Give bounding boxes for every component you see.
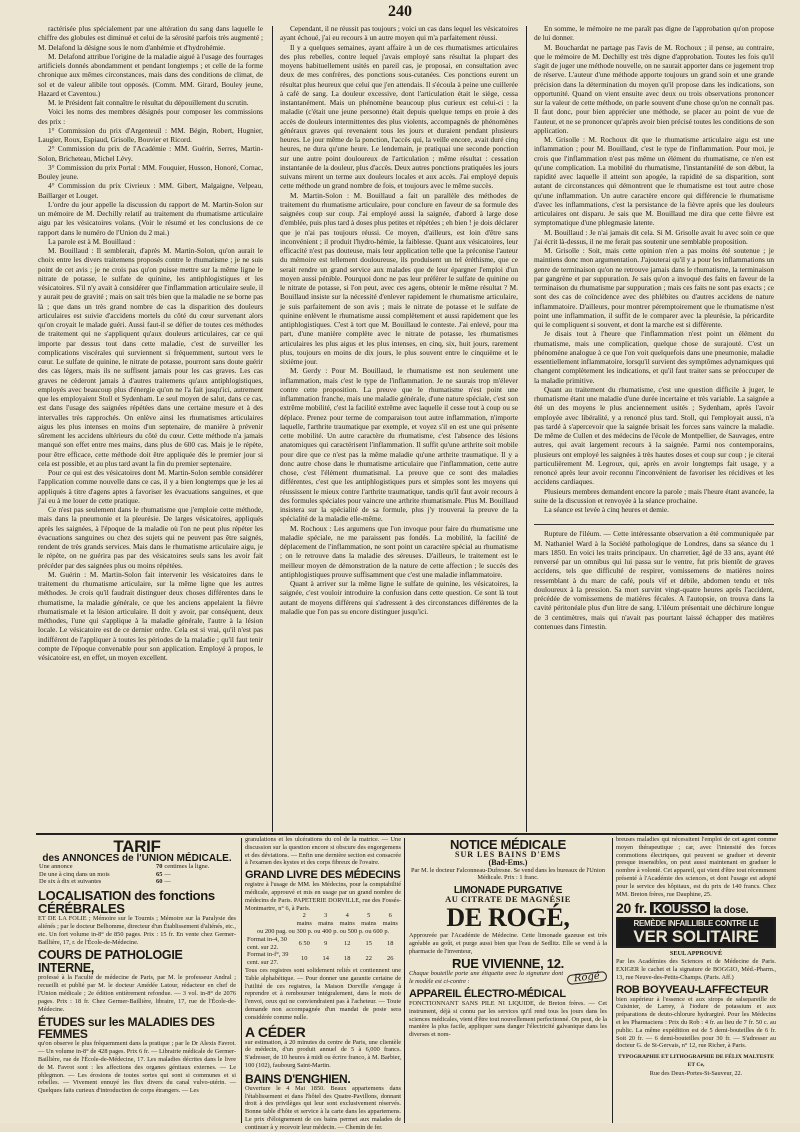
paragraph: M. Gerdy : Pour M. Bouillaud, le rhumatisme est non seulement une inflammation, mais c'est le type de l'inflammation. Je ne saurais trop m'élever contre cette proposition. La preuve que le rhumatisme n'est point une inflammation franche, mais une maladie générale, d'une nature spéciale, c'est son extrême mobilité, c'est la facilité extrême avec laquelle il cesse tout à coup ou se déplace. Prenez pour terme de comparaison tout autre inflammation, n'importe laquelle, l'arthrite traumatique par exemple, et voyez s'il en est une qui présente cette mobilité. Un autre caractère du rhumatisme, c'est l'absence des lésions anatomiques qui caractérisent l'inflammation. Il suffit qu'une arthrite soit mobile pour dire que ce n'est pas la même maladie qu'une arthrite traumatique. Il y a donc autre chose dans le rhumatisme articulaire que l'inflammation, cette autre chose, c'est l'élément rhumatismal. La preuve que ce sont des maladies différentes, c'est que les antiphlogistiques purs et simples sont les moyens qui réussissent le mieux contre l'arthrite traumatique, tandis qu'il faut avoir recours à des formules spéciales pour vaincre une arthrite rhumatismale. Plus M. Bouillaud insistera sur la spécialité de sa formule, plus j'y trouverai la preuve de la spécialité de la maladie elle-même.: [280, 366, 518, 524]
notice-subtitle: SUR LES BAINS D'EMS: [455, 850, 561, 859]
ads-top-rule: [36, 833, 778, 835]
kousso-dose: la dose.: [713, 905, 749, 917]
paragraph: Plusieurs membres demandent encore la parole ; mais l'heure étant avancée, la suite de la discussion et renvoyée à la séance prochaine.: [534, 486, 774, 505]
registre-text: registre à l'usage de MM. les Médecins, pour la comptabilité médicale, approuvé et mis en usage par un grand nombre de médecins de Paris. PAPETERIE DORVILLE, rue des Fossés-Montmartre, n° 6, à Paris.: [245, 881, 401, 912]
paragraph: Pour ce qui est des vésicatoires dont M. Martin-Solon semble considérer l'application comme nouvelle dans ce cas, il y a bien longtemps que je les ai appliqués à titre d'agens aptes à favoriser les évacuations sanguines, et que j'ai eu à me louer de cette pratique.: [38, 468, 263, 505]
paragraph: M. Guérin : M. Martin-Solon fait intervenir les vésicatoires dans le traitement du rhumatisme articulaire, sur la même ligne que les autres méthodes. Je crois qu'il faudrait distinguer deux choses différentes dans le rhumatisme, la maladie générale, ce que les anciens appelaient la fièvre rhumatismale et la lésion articulaire. Il doit y avoir, par conséquent, deux méthodes, l'une qui s'applique à la maladie générale, l'autre à la lésion locale. Le vésicatoire est de ce dernier ordre. Cela est si vrai, qu'il n'est pas indifférent de l'appliquer à toutes les périodes de la maladie ; qu'il faut tenir compte de l'époque convenable pour son application. Employé à propos, le vésicatoire est, en effet, un moyen excellent.: [38, 569, 263, 662]
registre-price-cell: 18: [344, 955, 351, 963]
tarif-table: [38, 863, 236, 886]
paragraph: Je disais tout à l'heure que l'inflammation n'est point un élément du rhumatisme, mais une complication, quelque chose de surajouté. C'est un phénomène analogue à ce que l'on voit quelquefois dans une pneumonie, maladie essentiellement inflammatoire, lorsqu'il survient des symptômes adynamiques qui changent complètement les indications, et qu'il faut traiter sans se préoccuper de la maladie primitive.: [534, 329, 774, 385]
localisation-title: LOCALISATION des fonctions CÉRÉBRALES: [38, 888, 215, 917]
ads-column-4: [616, 836, 776, 1123]
rue-vivienne-title: RUE VIVIENNE, 12.: [452, 956, 564, 972]
bains-text: Ouverture le 4 Mai 1850. Beaux appartemens dans l'établissement et dans l'hôtel des Quatre-Pavillons, donnant droit à des privilèges qui leur sont exclusivement réservés. Bonne table d'hôte et service à la carte dans les appartemens. Le prix d'éloignement de ces bains permet aux malades de continuer à y recevoir leur médecin. — Chemin de fer.: [245, 1084, 401, 1131]
etudes-text: qu'on observe le plus fréquemment dans la pratique ; par le Dr Alexis Favrot. — Un volume in-8° de 428 pages. Prix 6 fr. — Librairie médicale de Germer-Baillière, rue de l'École-de-Médecine, 17. Les maladies décrites dans le livre de M. Favrot sont : les affections des organes génitaux externes. — Le phlegmon. — Les érosions de toutes sortes qui sont si communes et si rebelles. — Vivement ennuyé les flux divers du canal vulvo-utérin. — Quelques faits curieux d'introduction de corps étrangers. — Les: [38, 1040, 236, 1095]
kousso-price: 20 fr.: [616, 900, 647, 917]
bains-title: BAINS D'ENGHIEN.: [245, 1071, 351, 1086]
column-3: [534, 24, 774, 832]
signature-note: Chaque bouteille porte une étiquette avec la signature dont le modèle est ci-contre :: [409, 970, 564, 986]
tarif-price: 65: [156, 870, 163, 878]
roge-title: DE ROGÉ,: [446, 902, 570, 932]
ads-column-3: [409, 836, 607, 1123]
ads-divider: [241, 838, 242, 1123]
localisation-text: ET DE LA FOLIE ; Mémoire sur le Tournis ; Mémoire sur la Paralysie des aliénés ; par le docteur Belhomme, directeur d'un Établissement d'aliénés, etc., etc. Un fort volume in-8° de 850 pages. Prix : 15 fr. En vente chez Germer-Baillière, 17, r. de l'École-de-Médecine.: [38, 915, 236, 946]
registre-format-label: Format in-4, 30 cent. sur 22.: [247, 935, 287, 951]
paragraph: Voici les noms des membres désignés pour composer les commissions des prix :: [38, 107, 263, 126]
paragraph: M. Delafond attribue l'origine de la maladie aigué à l'usage des fourrages artificiels donnés abondamment et pendant longtemps ; et celle de la forme chronique aux mêmes circonstances, mais dans des conditions de climat, de sol et de valeur alibile tout opposés. (Comm. MM. Girard, Bouley jeune, Hazard et Caventou.): [38, 51, 263, 98]
registre-price-cell: 12: [344, 939, 351, 947]
registre-format-label: Format in-f°, 39 cent. sur 27.: [247, 951, 289, 967]
paragraph: 4° Commission du prix Civrieux : MM. Gibert, Malgaigne, Velpeau, Baillarger et Louget.: [38, 181, 263, 200]
registre-price-grid: [245, 912, 401, 967]
paragraph: Cependant, il ne réussit pas toujours ; voici un cas dans lequel les vésicatoires ayant échoué, j'ai eu recours à un autre moyen qui m'a parfaitement réussi.: [280, 24, 518, 43]
registre-price-cell: 6 50: [298, 939, 310, 947]
roge-text: Approuvée par l'Académie de Médecine. Cette limonade gazeuse est très agréable au goût, et purge aussi bien que l'eau de Sedlitz. Elle se vend à la pharmacie de l'inventeur,: [409, 931, 607, 955]
registre-grid-pages: ou 200 pag. ou 300 p. ou 400 p. ou 500 p. ou 600 p.: [256, 927, 390, 935]
ceder-title: A CÉDER: [245, 1023, 306, 1040]
column-2: [280, 24, 518, 832]
registre-grid-header: 5 mains: [361, 912, 377, 928]
paragraph: ractérisée plus spécialement par une altération du sang dans laquelle le chiffre des globules est diminué et celui de la sérosité parfois très augmenté ; M. Delafond la désigne sous le nom d'anhémie et d'hydrohémie.: [38, 24, 263, 52]
imprint-title: TYPOGRAPHIE ET LITHOGRAPHIE DE FÉLIX MALTESTE ET Ce,: [618, 1054, 774, 1068]
notice-title: NOTICE MÉDICALE: [449, 837, 567, 852]
registre-price-cell: 9: [324, 939, 328, 947]
paragraph: M. Bouillaud : Je n'ai jamais dit cela. Si M. Grisolle avait lu avec soin ce que j'ai écrit là-dessus, il ne me ferait pas soutenir une semblable proposition.: [534, 227, 774, 246]
paragraph: L'ordre du jour appelle la discussion du rapport de M. Martin-Solon sur un mémoire de M. Dechilly relatif au traitement du rhumatisme articulaire aigu par les vésicatoires volans. (Voir le résumé et les conclusions de ce rapport dans le numéro de l'Union du 2 mai.): [38, 199, 263, 237]
ads-column-2: [245, 836, 401, 1131]
paragraph: La parole est à M. Bouillaud :: [48, 236, 136, 246]
cours-title: COURS DE PATHOLOGIE INTERNE,: [38, 948, 183, 975]
tarif-label: De une à cinq dans un mois: [39, 870, 110, 878]
tarif-unit: —: [164, 870, 171, 878]
rob-title: ROB BOYVEAU-LAFFECTEUR: [616, 983, 769, 996]
cours-text: professé à la Faculté de médecine de Paris, par M. le professeur Andral ; recueilli et publié par M. le docteur Amédée Latour, rédacteur en chef de l'Union médicale ; 2e édition entièrement refondue. — 3 vol. in-8° de 2076 pages. Prix : 18 fr. Chez Germer-Baillière, libraire, 17, rue de l'École-de-Médecine.: [38, 974, 236, 1013]
appareil-title: APPAREIL ÉLECTRO-MÉDICAL: [409, 987, 566, 1000]
limonade-title: LIMONADE PURGATIVE: [453, 885, 563, 897]
registre-grid-header: 2 mains: [296, 912, 312, 928]
kousso-title: KOUSSO: [650, 902, 711, 915]
paragraph: En somme, le mémoire ne me paraît pas digne de l'approbation qu'on propose de lui donner.: [534, 24, 774, 43]
ver-solitaire-box: [616, 917, 776, 948]
registre-price-cell: 15: [365, 939, 372, 947]
kousso-header: [616, 901, 776, 916]
limonade-subtitle: AU CITRATE DE MAGNÉSIE: [445, 894, 571, 905]
paragraph: Il y a quelques semaines, ayant affaire à un de ces rhumatismes articulaires des plus rebelles, contre lequel j'avais employé sans résultat la plupart des moyens habituellement usités en pareil cas, je proposai, en consultation avec deux de mes confrères, des ponctions sous-cutanées. Ces ponctions eurent un résultat plus heureux que celui que j'en attendais. Il s'écoula à peine une cuillerée à café de sang. La douleur excessive, dont l'articulation était le siège, cessa instantanément. Mais un phénomène beaucoup plus curieux est celui-ci : la maladie (c'était une jeune personne) était depuis quelque temps en proie à des accès de douleurs intermittentes des plus violents, accompagnés de phénomènes généraux graves qui revenaient tous les jours et duraient pendant plusieurs heures. Le jour même de la ponction, l'accès qui, la veille encore, avait duré cinq heures, ne dura qu'une heure. Le lendemain, je pratiquai une seconde ponction sur une autre point douloureux de l'articulation ; même résultat : cessation instantanée de la douleur, plus d'accès. Deux autres ponctions pratiquées les jours suivans mirent un terme aux douleurs locales et aux accès. J'ai employé depuis cette méthode un grand nombre de fois, et toujours avec le même succès.: [280, 42, 518, 191]
paragraph: La séance est levée à cinq heures et demie.: [544, 505, 669, 514]
registre-price-cell: 10: [301, 955, 308, 963]
page-number: 240: [388, 3, 412, 20]
notice-text: Par M. le docteur Falconneau-Dufresne. Se vend dans les bureaux de l'Union Médicale. Prix : 1 franc.: [410, 866, 605, 882]
tarif-price: 60: [156, 878, 163, 886]
paragraph: M. Bouillaud : Il semblerait, d'après M. Martin-Solon, qu'on aurait le choix entre les divers traitemens proposés contre le rhumatisme ; je ne suis point de cet avis ; je ne crois pas qu'on puisse mettre sur la même ligne le nitrate de potasse, le sulfate de quinine, les antiphlogistiques et les vésicatoires. S'il n'y avait à considérer que l'inflammation articulaire seule, il y aurait peu de gravité ; mais on sait très bien que la maladie ne se borne pas là ; que dans un très grand nombre de cas la disparition des douleurs articulaires est suivie d'accidens mortels du côté du cœur survenant alors qu'on croyait le malade guéri. Aussi faut-il se défier de toutes ces méthodes de traitement qui ne s'appliquent qu'aux douleurs articulaires, car ce qui importe par dessus tout dans cette maladie, c'est de surveiller les complications viscérales qui surviennent si fréquemment, surtout vers le cœur. Le sulfate de quinine, le nitrate de potasse, pourront sans doute guérir des cas légers, mais ils ne suffisent jamais pour les cas graves. Les cas graves ne cèderont jamais à d'autres traitemens qu'aux antiphlogistiques, employés avec beaucoup plus d'énergie qu'on ne l'a fait jusqu'ici, autrement que les employaient Stoll et Sydenham. Le seul moyen de salut, dans ce cas, est dans l'usage des saignées répétées dans une certaine mesure et à des intervalles très rapprochés. On enlève ainsi les rhumatismes articulaires aigus les plus intenses en moins d'un septenaire, de manière à prévenir sûrement les accidens ultérieurs du côté du cœur. Cette méthode n'a jamais manqué son effet entre mes mains, dans plus de 600 cas. Mais je le répète, pour être efficace, cette méthode doit être appliquée dès le premier jour si cela est possible, et au plus tard avant la fin du premier septenaire.: [38, 246, 263, 468]
registre-grid-row: [245, 936, 401, 952]
paragraph: Rupture de l'iléum. — Cette intéressante observation a été communiquée par M. Nathaniel Ward à la Société pathologique de Londres, dans sa séance du 1 mars 1850. En voici les traits principaux. Un charretier, âgé de 33 ans, ayant été renversé par un omnibus qui lui passa sur le ventre, fut pris bientôt de graves accidens, tels que difficulté de respirer, vomissemens de matières noires ressemblant à du marc de café, pouls vif et débile, abdomen tendu et très douloureux à la pression. Sa mort survint vingt-quatre heures après l'accident, précédée de vomissemens de matières fécales. A l'autopsie, on trouva dans la cavité péritonéale plus d'un litre de sang. L'iléum présentait une déchirure longue de 3 centimètres, mais qui n'avait pas pourtant laissé échapper des matières contenues dans l'intestin.: [534, 524, 774, 631]
paragraph: 1° Commission du prix d'Argenteuil : MM. Bégin, Robert, Hugnier, Laugier, Roux, Espiaud, Grisolle, Bouvier et Ricord.: [38, 125, 263, 144]
kousso-subtitle: REMÈDE INFAILLIBLE CONTRE LE: [633, 919, 759, 929]
tarif-unit: centimes la ligne.: [164, 862, 210, 870]
paragraph: M. Bouchardat ne partage pas l'avis de M. Rochoux ; il pense, au contraire, que le mémoire de M. Dechilly est très digne d'approbation. Toutes les fois qu'il s'agit de juger une méthode nouvelle, on ne saurait apporter dans ce jugement trop de réserve. L'auteur d'une méthode apporte toujours un grand soin et une grande précision dans la détermination du moyen qu'il propose dans les indications, son opportunité. Quand on vient ensuite avec deux ou trois observations prononcer sur la valeur de cette méthode, on parle souvent d'une chose qu'on ne connaît pas. Il faut donc, pour bien apprécier une méthode, se placer au point de vue de l'auteur, et ne se prononcer qu'après avoir bien précisé toutes les conditions de son application.: [534, 42, 775, 135]
appareil-continued: breuses maladies qui nécessitent l'emploi de cet agent comme moyen thérapeutique ; car, avec l'intensité des forces commotions électriques, qui peuvent se graduer et devenir presque insensibles, on peut aussi maintenant en graduer le nombre à volonté. Cet appareil, qui vient d'être tout récemment présenté à l'Académie des sciences, et dont l'usage est adopté pour le service des hôpitaux, est du prix de 140 francs. Chez MM. Breton frères, rue Dauphine, 25.: [616, 836, 776, 898]
ver-text: Par les Académies des Sciences et de Médecine de Paris. EXIGER le cachet et la signature de BOGGIO, Méd.-Pharm., 13, rue Neuve-des-Petits-Champs. (Paris. Aff.): [616, 958, 776, 981]
registre-price-cell: 26: [387, 955, 394, 963]
paragraph: 2° Commission du prix de l'Académie : MM. Guérin, Serres, Martin-Solon, Bricheteau, Michel Lévy.: [38, 144, 263, 163]
registre-note: Tous ces registres sont solidement reliés et contiennent une Table alphabétique. — Pour donner une garantie certaine de l'utilité de ces registres, la Maison Dorville s'engage à reprendre et à rembourser intégralement, dans le mois de l'envoi, ceux qui ne conviendraient pas à l'acheteur. — Toute demande non accompagnée d'un mandat de poste sera considérée comme nulle.: [245, 966, 401, 1021]
registre-grid-header: 4 mains: [339, 912, 355, 928]
registre-title: GRAND LIVRE DES MÉDECINS: [245, 869, 401, 882]
rob-text: bien supérieur à l'essence et aux sirops de salsepareille de Cuisinier, de Larrey, à l'iodure de potassium et aux préparations de deuto-chlorure hydrargiré. Pour les Médecins et les Pharmaciens : Prix du Rob : 4 fr. au lieu de 7 fr. 50 c. au public. La même expédition est de 5 demi-bouteilles de 6 fr. Soit 20 fr. — 6 demi-bouteilles pour 30 fr. — S'adresser au docteur G. de St-Gervais, n° 12, rue Richer, à Paris.: [616, 995, 776, 1050]
paragraph: M. Grisolle : Soit, mais cette opinion n'en a pas moins été soutenue ; je maintiens donc mon argumentation. J'ajouterai qu'il y a pour les inflammations un genre de terminaison qu'on ne retrouve jamais dans le rhumatisme, la terminaison par gangrène et par suppuration. Je sais qu'on a invoqué des faits en faveur de la terminaison du rhumatisme par suppuration ; mais ces faits ne sont pas exacts ; ce sont des cas de coïncidence avec des phlébites ou d'autres accidens de nature inflammatoire. D'ailleurs, pour montrer péremptoirement que le rhumatisme n'est point une inflammation, il suffit de le comparer avec la pleurésie, la péricardite qui le compliquent si souvent, et dont la marche est si différente.: [534, 246, 774, 329]
ceder-text: sur estimation, à 20 minutes du centre de Paris, une clientèle de médecin, d'un produit annuel de 5 à 6,000 francs. S'adresser, de 10 heures à midi ou écrire franco, à M. Barbier, 100 (102), faubourg Saint-Martin.: [245, 1038, 401, 1069]
tarif-row: [38, 871, 236, 879]
ads-column-1: [38, 836, 236, 1123]
column-1: [38, 24, 263, 832]
ads-divider: [404, 838, 405, 1123]
appareil-text: FONCTIONNANT SANS PILE NI LIQUIDE, de Breton frères. — Cet instrument, déjà si connu par les services qu'il rend tous les jours dans les sciences médicales, vient d'être tout nouvellement perfectionné. On peut, de la manière la plus facile, appliquer sans danger l'électricité galvanique dans les diverses et nom-: [409, 999, 607, 1039]
etudes-title: ÉTUDES sur les MALADIES DES FEMMES: [38, 1015, 215, 1042]
registre-grid-row: [245, 951, 401, 967]
ver-approved: SEUL APPROUVÉ: [669, 950, 723, 958]
ads-divider: [612, 838, 613, 1123]
tarif-label: Une annonce: [39, 862, 73, 870]
tarif-label: De six à dix et suivantes: [39, 878, 102, 886]
registre-grid-header: 3 mains: [318, 912, 334, 928]
tarif-title: TARIF: [113, 837, 161, 856]
notice-subtitle-2: (Bad-Ems.): [488, 857, 528, 867]
tarif-subtitle: des ANNONCES de l'UNION MÉDICALE.: [42, 853, 232, 864]
column-divider: [272, 26, 273, 832]
tarif-row: [38, 878, 236, 886]
roge-signature: Rogé: [567, 971, 608, 985]
registre-price-cell: 14: [322, 955, 329, 963]
paragraph: M. le Président fait connaître le résultat du dépouillement du scrutin.: [48, 98, 249, 107]
registre-grid-header: 6 mains: [382, 912, 398, 928]
ver-solitaire-title: VER SOLITAIRE: [633, 927, 759, 947]
paragraph: M. Rochoux : Les argumens que l'on invoque pour faire du rhumatisme une maladie spéciale, ne me paraissent pas fondés. La mobilité, la facilité de déplacement de l'inflammation, ne sont point un caractère spécial au rhumatisme ; on le retrouve dans la maladie des séreuses. D'ailleurs, le traitement est le meilleur moyen de démonstration de la nature de cette affection ; le succès des antiphlogistiques prouve suffisamment que c'est une maladie inflammatoire.: [280, 523, 518, 579]
registre-price-cell: 18: [387, 939, 394, 947]
paragraph: M. Grisolle : M. Rochoux dit que le rhumatisme articulaire aigu est une inflammation ; pour M. Bouillaud, c'est le type de l'inflammation. Pour moi, je crois que l'inflammation n'est pas même un élément du rhumatisme, ce n'en est qu'une complication. La mobilité du rhumatisme, l'instantanéité de son début, la rapidité avec laquelle il atteint son apogée, la rapidité de sa disparition, sont autant de circonstances qui démontrent que le rhumatisme est tout autre chose qu'une inflammation. Un autre caractère encore qui différencie le rhumatisme d'avec les inflammations, c'est la persistance de la fièvre après que les douleurs articulaires ont disparu. Je sais que M. Bouillaud me dira que cette fièvre est symptomatique d'une phlegmasie latente.: [534, 135, 774, 228]
tarif-price: 70: [156, 862, 163, 870]
paragraph: M. Martin-Solon : M. Bouillaud a fait un parallèle des méthodes de traitement du rhumatisme articulaire, pour conclure en faveur de sa formule des saignées coup sur coup. J'ai employé aussi la saignée, d'abord à large dose d'emblée, puis plus tard à doses plus petites et répétées ; eh bien ! je dois déclarer que je n'ai pas toujours réussi. Ce moyen, d'ailleurs, est loin d'être sans inconvénient ; il produit l'hydro-hémie, la faiblesse. Quant aux vésicatoires, leur efficacité n'est pas douteuse, mais leur application telle que la préconise l'auteur du mémoire est tellement douloureuse, ils produisent un tel éréthisme, que ce serait rendre un grand service aux malades que de leur épargner l'emploi d'un moyen aussi pénible. Pourquoi donc ne pas leur préférer le sulfate de quinine ou le nitrate de potasse, si l'on peut, avec ces agens, obtenir le même résultat ? M. Bouillaud insiste sur la nécessité d'enlever rapidement le rhumatisme articulaire, je suis parfaitement de son avis ; mais le nitrate de potasse et le sulfate de quinine enlèvent le rhumatisme aussi complètement et aussi rapidement que les antiphlogistiques. C'est à tort que M. Bouillaud le conteste. J'ai enlevé, pour ma part, d'une manière complète avec le nitrate de potasse, les rhumatismes articulaires les plus aigus et les plus intenses, en cinq, six, huit jours, rarement plus, toujours en moins de dix jours, le plus souvent entre le cinquième et le sixième jour.: [280, 190, 518, 366]
tarif-unit: —: [164, 878, 171, 886]
etudes-continued: granulations et les ulcérations du col de la matrice. — Une discussion sur la question encore si obscure des engorgemens et des déviations. — Enfin une dernière section est consacrée à l'examen des kystes et des corps fibreux de l'ovaire.: [245, 836, 401, 867]
registre-price-cell: 22: [365, 955, 372, 963]
paragraph: Quant au traitement du rhumatisme, c'est une question difficile à juger, le rhumatisme étant une maladie d'une durée incertaine et très variable. La saignée a été un des moyens le plus anciennement usités ; Sydenham, après l'avoir employée avec libéralité, y a renoncé plus tard. Stoll, qui l'employait aussi, n'a pas tardé à s'apercevoir que la saignée brisait les forces sans vaincre la maladie. De même de Cullen et des médecins de l'école de Montpellier, de Sauvages, entre autres, qui avait largement recours à la saignée. Parmi nos contemporains, plusieurs ont employé les saignées à très hautes doses et coup sur coup ; je citerai particulièrement M. Legroux, qui, après en avoir longtemps fait usage, y a renoncé après leur avoir reconnu l'inconvénient de favoriser les récidives et les accidens cardiaques.: [534, 384, 774, 487]
paragraph: Ce n'est pas seulement dans le rhumatisme que j'emploie cette méthode, mais dans la pneumonie et la pleurésie. De larges vésicatoires, appliqués après les saignées, à l'époque de la maladie où l'on ne peut plus répéter les évacuations sanguines ou chez des sujets qui ne peuvent pas être saignés, rendent de très grands services. Mais dans le rhumatisme articulaire aigu, je le répète, on ne guérira pas par des vésicatoires seuls sans les avoir fait précéder par des saignées plus ou moins répétées.: [38, 505, 263, 570]
column-divider: [526, 26, 527, 832]
paragraph: 3° Commission du prix Portal : MM. Fouquier, Husson, Honoré, Cornac, Bouley jeune.: [38, 162, 263, 181]
paragraph: Quant à arriver sur la même ligne le sulfate de quinine, les vésicatoires, la saignée, c'est vouloir introduire la confusion dans cette question. Ce sont là tout autant de moyens différens qui s'adressent à des circonstances différentes de la maladie que l'on pas su encore distinguer jusqu'ici.: [280, 579, 518, 616]
imprint-address: Rue des Deux-Portes-St-Sauveur, 22.: [649, 1069, 743, 1077]
